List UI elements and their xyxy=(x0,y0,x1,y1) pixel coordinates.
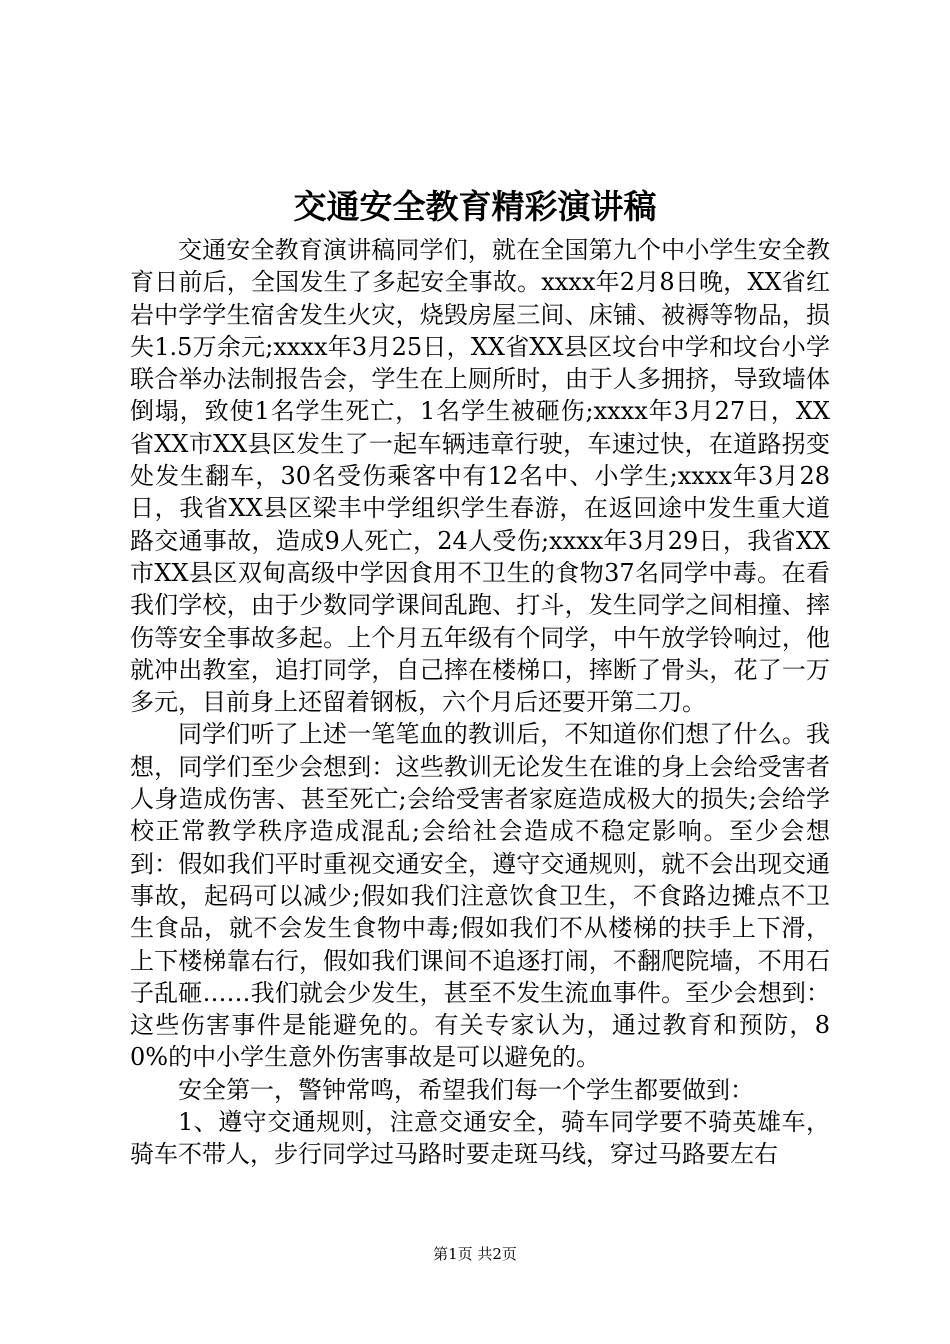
page-footer: 第1页 共2页 xyxy=(433,1245,517,1263)
paragraph: 交通安全教育演讲稿同学们，就在全国第九个中小学生安全教育日前后，全国发生了多起安全事故。xxxx年2月8日晚，XX省红岩中学学生宿舍发生火灾，烧毁房屋三间、床铺、被褥等物品，损失1.5万余元;xxxx年3月25日，XX省XX县区坟台中学和坟台小学联合举办法制报告会，学生在上厕所时，由于人多拥挤，导致墙体倒塌，致使1名学生死亡，1名学生被砸伤;xxxx年3月27日，XX省XX市XX县区发生了一起车辆违章行驶，车速过快，在道路拐变处发生翻车，30名受伤乘客中有12名中、小学生;xxxx年3月28日，我省XX县区梁丰中学组织学生春游，在返回途中发生重大道路交通事故，造成9人死亡，24人受伤;xxxx年3月29日，我省XX市XX县区双甸高级中学因食用不卫生的食物37名同学中毒。在看我们学校，由于少数同学课间乱跑、打斗，发生同学之间相撞、摔伤等安全事故多起。上个月五年级有个同学，中午放学铃响过，他就冲出教室，追打同学，自己摔在楼梯口，摔断了骨头，花了一万多元，目前身上还留着钢板，六个月后还要开第二刀。 xyxy=(130,236,830,717)
paragraph: 安全第一，警钟常鸣，希望我们每一个学生都要做到： xyxy=(178,1075,754,1104)
document-body xyxy=(130,234,830,1171)
document-title: 交通安全教育精彩演讲稿 xyxy=(293,187,657,226)
paragraph: 1、遵守交通规则，注意交通安全，骑车同学要不骑英雄车，骑车不带人，步行同学过马路时要走斑马线，穿过马路要左右 xyxy=(130,1108,830,1169)
paragraph: 同学们听了上述一笔笔血的教训后，不知道你们想了什么。我想，同学们至少会想到：这些教训无论发生在谁的身上会给受害者人身造成伤害、甚至死亡;会给受害者家庭造成极大的损失;会给学校正常教学秩序造成混乱;会给社会造成不稳定影响。至少会想到：假如我们平时重视交通安全，遵守交通规则，就不会出现交通事故，起码可以减少;假如我们注意饮食卫生，不食路边摊点不卫生食品，就不会发生食物中毒;假如我们不从楼梯的扶手上下滑，上下楼梯靠右行，假如我们课间不追逐打闹，不翻爬院墙，不用石子乱砸……我们就会少发生，甚至不发生流血事件。至少会想到：这些伤害事件是能避免的。有关专家认为，通过教育和预防，80%的中小学生意外伤害事故是可以避免的。 xyxy=(130,720,830,1072)
